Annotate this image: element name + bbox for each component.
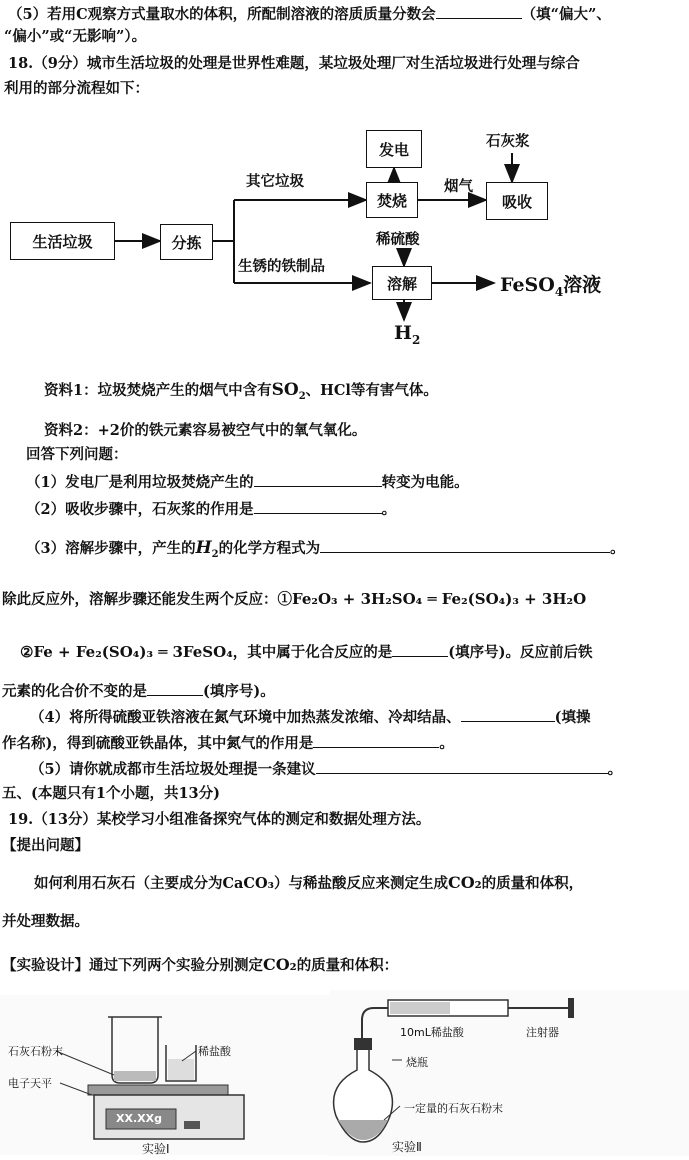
reaction-3-text: 元素的化合价不变的是 [2,683,147,700]
info-1-text: 资料1：垃圾焚烧产生的烟气中含有 [44,382,272,399]
h2-formula: H [394,322,412,344]
exp1-balance-label: 电子天平 [8,1077,52,1090]
exp1-balance-reading: XX.XXg [116,1112,162,1125]
label-h2 [394,322,420,347]
ask-text-2: ）与稀盐酸反应来测定生成 [273,875,448,892]
exp2-powder-label: 一定量的石灰石粉末 [404,1102,503,1115]
exp1-powder-label: 石灰石粉末 [8,1045,63,1058]
label-lime: 石灰浆 [486,133,530,150]
q18-intro-2: 利用的部分流程如下： [4,80,149,97]
part-3-tail: 。 [610,540,625,557]
answer-blank[interactable] [313,732,439,748]
q19-problem-heading: 【提出问题】 [2,837,89,854]
part-3-h2: H [195,538,212,558]
part-2-tail: 。 [381,501,397,518]
design-tail: 的质量和体积： [296,957,399,974]
exp1-acid-label: 稀盐酸 [198,1045,231,1058]
info-1-so2-sub: 2 [298,390,306,402]
part-3-h2-sub: 2 [211,548,219,560]
reaction-2-tail: (填序号)。反应前后铁 [448,644,593,661]
box-absorb: 吸收 [486,182,548,220]
reaction-line-3 [2,680,275,702]
feso4-formula: FeSO [500,274,555,296]
part-4-hint: (填操 [554,709,591,726]
reaction-2-equation: ②Fe + Fe₂(SO₄)₃ ═ 3FeSO₄ [20,643,233,661]
reaction-1-equation: Fe₂O₃ + 3H₂SO₄ ═ Fe₂(SO₄)₃ + 3H₂O [292,590,587,608]
answer-blank[interactable] [320,537,610,553]
part-1-tail: 转变为电能。 [381,474,469,491]
info-1-so2: SO [271,380,299,400]
label-rusty-iron: 生锈的铁制品 [238,258,325,275]
box-dissolve: 溶解 [372,266,432,300]
ask-tail: 的质量和体积， [481,875,584,892]
ask-caco3: CaCO₃ [222,875,274,892]
label-smoke: 烟气 [444,178,473,195]
feso4-solution-word: 溶液 [563,274,602,296]
ask-text: 如何利用石灰石（主要成分为 [34,875,223,892]
ask-co2: CO₂ [447,873,482,892]
part-5-text: （5）请你就成都市生活垃圾处理提一条建议 [30,761,316,778]
part-5-tail: 。 [607,761,623,778]
reaction-line-2 [20,641,593,663]
label-dilute-acid: 稀硫酸 [376,231,420,248]
label-feso4-solution [500,270,601,299]
part-3-text: （3）溶解步骤中，产生的 [26,540,196,557]
answer-heading: 回答下列问题： [26,446,128,463]
q5-text: （5）若用C观察方式量取水的体积，所配制溶液的溶质质量分数会 [8,6,436,23]
q18-part-5 [30,758,622,780]
q18-part-2 [26,498,396,520]
info-1 [44,380,438,407]
q18-part-3 [26,537,625,565]
q5-line-2: “偏小”或“无影响”）。 [4,28,147,45]
design-text: 【实验设计】通过下列两个实验分别测定 [2,957,263,974]
box-garbage: 生活垃圾 [10,222,115,260]
part-2-text: （2）吸收步骤中，石灰浆的作用是 [26,501,254,518]
experiment-1-figure [0,995,330,1155]
part-3-text-2: 的化学方程式为 [218,540,321,557]
reaction-line-1 [2,589,586,610]
exp2-acid-label: 10mL稀盐酸 [400,1026,464,1039]
q19-intro: 19.（13分）某校学习小组准备探究气体的测定和数据处理方法。 [8,811,431,828]
part-4-tail: 。 [439,735,454,752]
box-power: 发电 [366,130,422,168]
info-1-tail: 、HCl等有害气体。 [305,382,438,399]
answer-blank[interactable] [436,3,522,19]
exp2-syringe-label: 注射器 [526,1026,559,1039]
experiment-2-drawing [330,990,689,1156]
q19-design [2,955,398,976]
answer-blank[interactable] [316,758,608,774]
feso4-sub: 4 [554,284,564,299]
exp2-flask-label: 烧瓶 [406,1056,428,1069]
answer-blank[interactable] [147,680,203,696]
info-2: 资料2：+2价的铁元素容易被空气中的氧气氧化。 [44,422,367,439]
box-sort: 分拣 [160,224,213,260]
experiment-2-figure [330,990,689,1156]
q18-part-4-line-2 [2,732,454,754]
part-4-text-2: 作名称)，得到硫酸亚铁晶体，其中氮气的作用是 [2,735,314,752]
q18-part-4-line-1 [30,706,590,728]
reaction-2-text: ，其中属于化合反应的是 [232,644,393,661]
h2-sub: 2 [411,332,421,347]
answer-blank[interactable] [392,641,448,657]
q5-line-1 [8,3,611,25]
exp2-caption: 实验Ⅱ [392,1140,422,1154]
answer-blank[interactable] [461,706,555,722]
part-1-text: （1）发电厂是利用垃圾焚烧产生的 [26,474,254,491]
q5-hint: （填“偏大”、 [521,6,611,23]
label-other-garbage: 其它垃圾 [246,173,304,190]
section-5-heading: 五、(本题只有1个小题，共13分) [2,785,220,802]
reaction-3-tail: (填序号)。 [203,683,275,700]
reaction-1-text: 除此反应外，溶解步骤还能发生两个反应：① [2,591,292,608]
q18-part-1 [26,471,469,493]
q18-intro-1: 18.（9分）城市生活垃圾的处理是世界性难题，某垃圾处理厂对生活垃圾进行处理与综合 [8,55,580,72]
answer-blank[interactable] [254,471,382,487]
q19-ask-2: 并处理数据。 [2,913,89,930]
design-co2: CO₂ [263,955,297,974]
q19-ask-1 [34,873,583,894]
box-burn: 焚烧 [366,182,418,218]
answer-blank[interactable] [254,498,382,514]
flow-diagram [0,120,689,360]
exp1-caption: 实验Ⅰ [142,1142,170,1156]
part-4-text: （4）将所得硫酸亚铁溶液在氮气环境中加热蒸发浓缩、冷却结晶、 [30,709,461,726]
